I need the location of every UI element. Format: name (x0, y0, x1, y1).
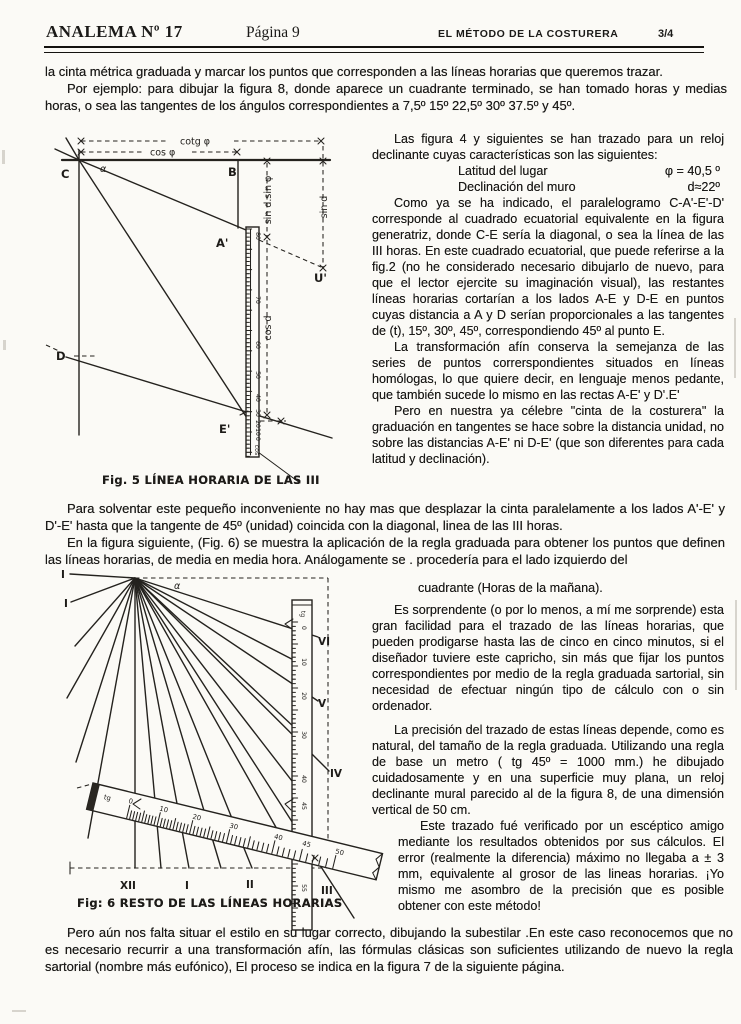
col1-paragraph-1: Las figura 4 y siguientes se han trazado para un reloj declinante cuyas características son las siguientes: (372, 132, 724, 162)
svg-text:45: 45 (300, 802, 307, 810)
figure-6-caption: Fig: 6 RESTO DE LAS LÍNEAS HORARIAS (77, 896, 343, 910)
svg-text:C: C (61, 167, 70, 181)
svg-text:50: 50 (334, 847, 345, 858)
svg-text:70: 70 (254, 296, 261, 304)
svg-text:V: V (318, 698, 327, 710)
svg-text:I: I (61, 569, 65, 581)
mid-paragraph-2: En la figura siguiente, (Fig. 6) se muestra la aplicación de la regla graduada para obtener los puntos que definen las líneas horarias, de media en media hora. Análogamente se . procedería para el lado izquierdo del (45, 535, 725, 567)
fig5-dimension-lines (46, 141, 323, 421)
fig5-labels (56, 137, 330, 456)
scan-artifact (734, 318, 736, 378)
svg-text:I: I (185, 880, 189, 892)
column-right-2 (372, 580, 724, 914)
svg-text:B: B (228, 165, 237, 179)
intro-paragraphs (45, 63, 727, 114)
svg-text:I: I (64, 598, 68, 610)
article-title: EL MÉTODO DE LA COSTURERA (438, 28, 619, 40)
svg-text:40: 40 (300, 775, 307, 783)
svg-text:α: α (100, 164, 107, 175)
header-rule (44, 46, 704, 53)
svg-text:E': E' (219, 422, 231, 436)
mid-paragraph-1: Para solventar este pequeño inconveniente no hay mas que desplazar la cinta paralelamente a los lados A'-E' y D'-E' hasta que la tangente de 45º (unidad) coincida con la diagonal, linea de las III horas. (45, 501, 725, 533)
svg-text:cos d: cos d (263, 315, 274, 341)
latitude-label: Latitud del lugar (458, 164, 548, 178)
col2-paragraph-0: cuadrante (Horas de la mañana). (418, 581, 603, 595)
svg-text:cos φ: cos φ (150, 147, 176, 159)
svg-text:sin d.sin φ: sin d.sin φ (263, 175, 274, 225)
column-right-1 (372, 131, 724, 467)
svg-text:0: 0 (254, 437, 261, 441)
svg-text:U': U' (314, 271, 327, 285)
figure-6-drawing (35, 558, 393, 938)
latitude-spec-row (458, 163, 720, 179)
svg-text:II: II (246, 879, 254, 891)
svg-text:60: 60 (254, 341, 261, 349)
svg-text:cos: cos (253, 444, 260, 456)
declination-spec-row (458, 179, 720, 195)
svg-text:D: D (56, 349, 66, 363)
svg-text:10: 10 (254, 428, 261, 436)
svg-text:VI: VI (318, 636, 331, 648)
svg-text:30: 30 (300, 731, 307, 739)
svg-text:10: 10 (300, 658, 307, 666)
col1-paragraph-3: La transformación afín conserva la semejanza de las series de puntos correrspondientes situados en líneas homólogas, lo que quiere decir, en lenguaje menos pedante, que también sucede lo mismo en las rectas A-E' y D'.E' (372, 340, 724, 402)
svg-text:A': A' (216, 236, 229, 250)
scan-artifact (2, 150, 5, 164)
scan-artifact (735, 600, 737, 690)
svg-text:30: 30 (228, 821, 239, 832)
fig5-arrow-marks (78, 138, 326, 424)
svg-text:α: α (174, 581, 181, 592)
svg-text:10: 10 (158, 804, 169, 815)
svg-text:20: 20 (300, 692, 307, 700)
footer-paragraph: Pero aún nos falta situar el estilo en su lugar correcto, dibujando la subestilar .En este caso reconocemos que no es necesario recurrir a una transformación afín, las fórmulas clásicas son suficientes utilizando de nuevo la regla sartorial (nombre más eufónico), El proceso se indica en la figura 7 de la siguiente página. (45, 925, 733, 974)
col2-paragraph-2: La precisión del trazado de estas líneas depende, como es natural, del tamaño de la regla graduada. Utilizando una regla de base un metro ( tg 45º = 1000 mm.) he dibujado cuidadosamente y en una superficie muy plana, un reloj declinante mural parecido al de la figura 8, de una dimensión vertical de 50 cm. (372, 723, 724, 817)
intro-paragraph-1: la cinta métrica graduada y marcar los puntos que corresponden a las líneas horarias que queremos trazar. (45, 64, 663, 79)
fig5-construction-lines (55, 138, 332, 483)
svg-text:tg: tg (299, 610, 306, 618)
scan-artifact (12, 1010, 26, 1012)
declination-label: Declinación del muro (458, 180, 576, 194)
svg-text:55: 55 (300, 884, 307, 892)
svg-text:40: 40 (273, 832, 284, 843)
svg-text:sin d: sin d (319, 195, 330, 219)
svg-text:tg: tg (103, 793, 112, 803)
latitude-value: φ = 40,5 º (664, 164, 720, 178)
scan-artifact (3, 340, 6, 350)
page-number-label: Página 9 (246, 24, 300, 41)
svg-text:20: 20 (254, 420, 261, 428)
svg-text:45: 45 (301, 839, 312, 850)
svg-text:III: III (321, 885, 333, 897)
sheet-counter: 3/4 (658, 28, 674, 40)
col1-paragraph-4: Pero en nuestra ya célebre "cinta de la costurera" la graduación en tangentes se hace sobre la distancia unidad, no sobre las distancias A-E' ni D-E' (que son diferentes para cada latitud y declinación). (372, 404, 724, 466)
figure-5-caption: Fig. 5 LÍNEA HORARIA DE LAS III (102, 473, 320, 487)
fig6-slanted-ruler (87, 783, 383, 880)
svg-text:XII: XII (120, 880, 136, 892)
svg-text:IV: IV (330, 768, 343, 780)
declination-value: d≈22º (687, 180, 720, 194)
figure-5-drawing (28, 128, 378, 500)
col1-paragraph-2: Como ya se ha indicado, el paralelogramo C-A'-E'-D' corresponde al cuadrado ecuatorial equivalente en la figura generatriz, donde C-E sería la diagonal, o sea la línea de las III horas. En este cuadrado ecuatorial, que puede referirse a la fig.2 (no he considerado necesario dibujarlo de nuevo, para que el lector ejercite su imaginación visual), las restantes líneas horarias cortarían a los lados A-E y D-E en puntos cuyas distancia a A y D serían proporcionales a las tangentes de (t), 15º, 30º, 45º, correspondiendo 45º al punto E. (372, 196, 724, 338)
svg-text:30: 30 (254, 409, 261, 417)
col2-paragraph-1: Es sorprendente (o por lo menos, a mí me sorprende) esta gran facilidad para el trazado de las líneas horarias, que pueden prodigarse hasta las de cinco en cinco minutos, si el diseñador tuviere este capricho, sin más que fijar los puntos correspondientes por medio de la regla graduada sartorial, sin necesidad de efectuar ningún tipo de cálculo con o sin ordenador. (372, 603, 724, 713)
intro-paragraph-2: Por ejemplo: para dibujar la figura 8, donde aparece un cuadrante terminado, se han tomado horas y medias horas, o sea las tangentes de los ángulos correspondientes a 7,5º 15º 22,5º 30º 37.5º y 45º. (45, 81, 727, 113)
publication-title: ANALEMA Nº 17 (46, 22, 183, 41)
fig6-vertical-ruler (292, 600, 312, 930)
svg-text:cotg φ: cotg φ (180, 136, 211, 148)
svg-text:20: 20 (191, 812, 202, 823)
col2-paragraph-3: Este trazado fué verificado por un escéptico amigo mediante los resultados obtenidos por sus cálculos. El error (realmente la diferencia) máximo no llegaba a ± 3 mm, equivalente al grosor de las lineas horarias. ¡Yo mismo me asombro de la precisión que es posible obtener con este método! (398, 819, 724, 913)
svg-text:40: 40 (254, 394, 261, 402)
svg-text:0: 0 (127, 797, 134, 806)
svg-text:0: 0 (300, 626, 307, 630)
svg-text:50: 50 (254, 371, 261, 379)
svg-text:80: 80 (254, 232, 261, 240)
